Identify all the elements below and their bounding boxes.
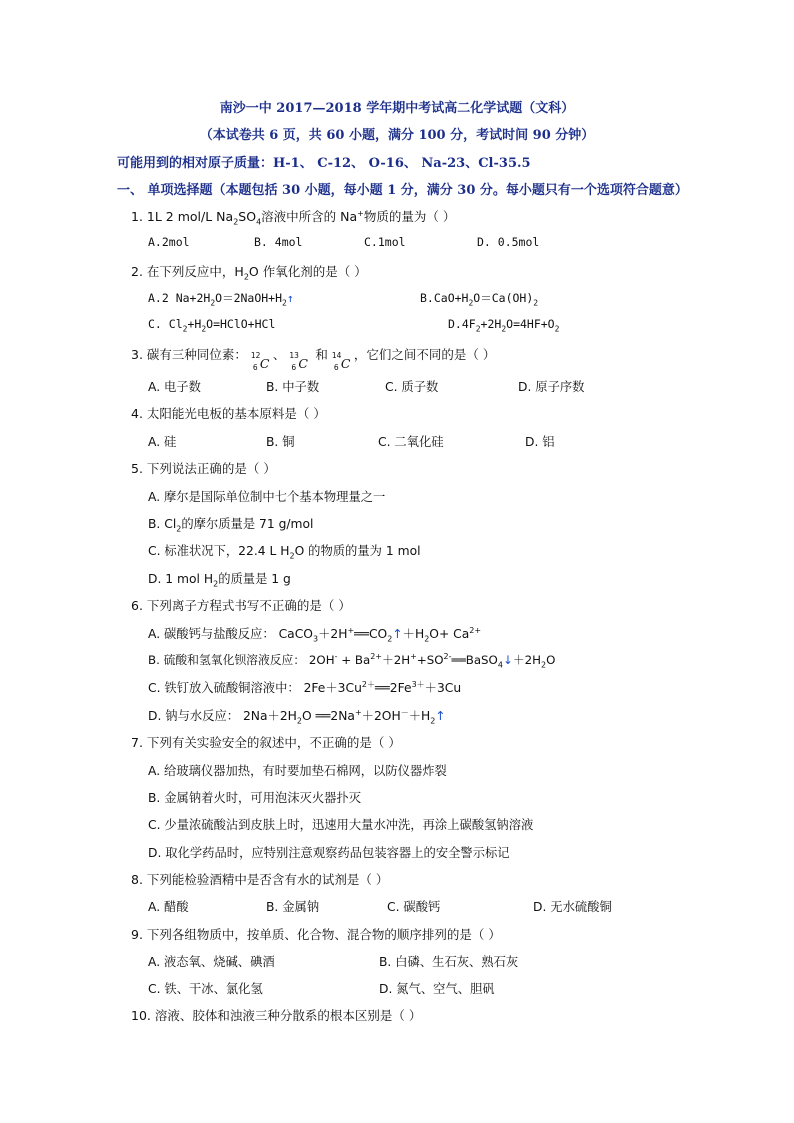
q7-option-b: B. 金属钠着火时，可用泡沫灭火器扑灭 [148,791,362,805]
exam-subtitle: （本试卷共 6 页，共 60 小题，满分 100 分，考试时间 90 分钟） [199,128,595,143]
question-9: 9. 下列各组物质中，按单质、化合物、混合物的顺序排列的是（ ） [131,927,501,942]
q4-option-d: D. 铝 [525,435,555,449]
down-arrow-icon: ↓ [502,653,513,667]
question-8: 8. 下列能检验酒精中是否含有水的试剂是（ ） [131,872,389,887]
q9-option-c: C. 铁、干冰、氯化氢 [148,982,263,996]
q7-option-a: A. 给玻璃仪器加热，有时要加垫石棉网，以防仪器炸裂 [148,764,447,778]
q3-option-b: B. 中子数 [266,380,320,394]
q6-option-c: C. 铁钉放入硫酸铜溶液中： $2Fe+3Cu^{2+}══2Fe^{3+}+3Cu$ [148,679,462,695]
atomic-masses: 可能用到的相对原子质量：H-1、 C-12、 O-16、 Na-23、Cl-35.5 [117,156,531,171]
question-5: 5. 下列说法正确的是（ ） [131,461,276,476]
q5-option-d: D. 1 mol $H_2$的质量是 1 g [148,572,291,589]
q4-option-c: C. 二氧化硅 [378,435,444,449]
q5-option-c: C. 标准状况下，22.4 L $H_2O$ 的物质的量为 1 mol [148,544,421,561]
q8-option-a: A. 醋酸 [148,900,189,914]
q6-option-d: D. 钠与水反应： $2Na+2H_2O$ $══2Na^++2OH^-+H_2↑$ [148,707,446,726]
q7-option-d: D. 取化学药品时，应特别注意观察药品包装容器上的安全警示标记 [148,846,510,860]
up-arrow-icon: ↑ [435,709,446,723]
q1-option-d: D. 0.5mol [477,235,540,249]
q9-option-d: D. 氮气、空气、胆矾 [379,982,495,996]
q4-option-a: A. 硅 [148,435,177,449]
question-6: 6. 下列离子方程式书写不正确的是（ ） [131,598,351,613]
q5-option-b: B. $Cl_2$的摩尔质量是 71 g/mol [148,517,314,534]
up-arrow-icon: ↑ [392,627,403,641]
up-arrow-icon: ↑ [286,291,294,305]
q4-option-b: B. 铜 [266,435,295,449]
q1-option-c: C.1mol [364,235,406,249]
q7-option-c: C. 少量浓硫酸沾到皮肤上时，迅速用大量水冲洗，再涂上碳酸氢钠溶液 [148,818,534,832]
q1-option-a: A.2mol [148,235,190,249]
question-2: 2. 在下列反应中，$H_2O$ 作氧化剂的是（ ） [131,264,367,282]
q3-option-c: C. 质子数 [385,380,439,394]
question-10: 10. 溶液、胶体和浊液三种分散系的根本区别是（ ） [131,1008,422,1023]
q2-option-c: C. $Cl_2+H_2O=HClO+HCl$ [148,317,276,334]
q5-option-a: A. 摩尔是国际单位制中七个基本物理量之一 [148,490,386,504]
question-3: 3. 碳有三种同位素： 12 6 C 、 13 6 C 和 14 6 C ，它们之间不同的是（ ） [131,347,496,372]
question-1: 1. 1L 2 mol/L $Na_2SO_4$溶液中所含的 Na+物质的量为（ ） [131,208,456,227]
q6-option-a: A. 碳酸钙与盐酸反应： $CaCO_3+2H^+══CO_2↑+H_2O+ Ca^{2+}$ [148,625,482,644]
q1-option-b: B. 4mol [254,235,303,249]
q6-option-b: B. 硫酸和氢氧化钡溶液反应： $2OH^- + Ba^{2+}+2H^++SO^{2-}══BaSO_4↓+2H_2O$ [148,652,556,670]
question-4: 4. 太阳能光电板的基本原料是（ ） [131,406,326,421]
exam-title: 南沙一中 2017—2018 学年期中考试高二化学试题（文科） [219,101,575,116]
q3-option-a: A. 电子数 [148,380,201,394]
q8-option-c: C. 碳酸钙 [387,900,441,914]
section-heading: 一、 单项选择题（本题包括 30 小题，每小题 1 分，满分 30 分。每小题只有一个选项符合题意） [117,183,688,198]
q2-option-b: $B.CaO+H_2O=Ca(OH)_2$ [420,291,539,308]
q9-option-a: A. 液态氧、烧碱、碘酒 [148,955,275,969]
q9-option-b: B. 白磷、生石灰、熟石灰 [379,955,519,969]
q8-option-b: B. 金属钠 [266,900,320,914]
q3-option-d: D. 原子序数 [518,380,585,394]
q2-option-a: A.2 $Na+2H_2O=2NaOH+H_2↑$ [148,291,294,308]
q8-option-d: D. 无水硫酸铜 [533,900,612,914]
question-7: 7. 下列有关实验安全的叙述中，不正确的是（ ） [131,735,401,750]
q2-option-d: $D.4F_2+2H_2O=4HF+O_2$ [448,317,560,334]
